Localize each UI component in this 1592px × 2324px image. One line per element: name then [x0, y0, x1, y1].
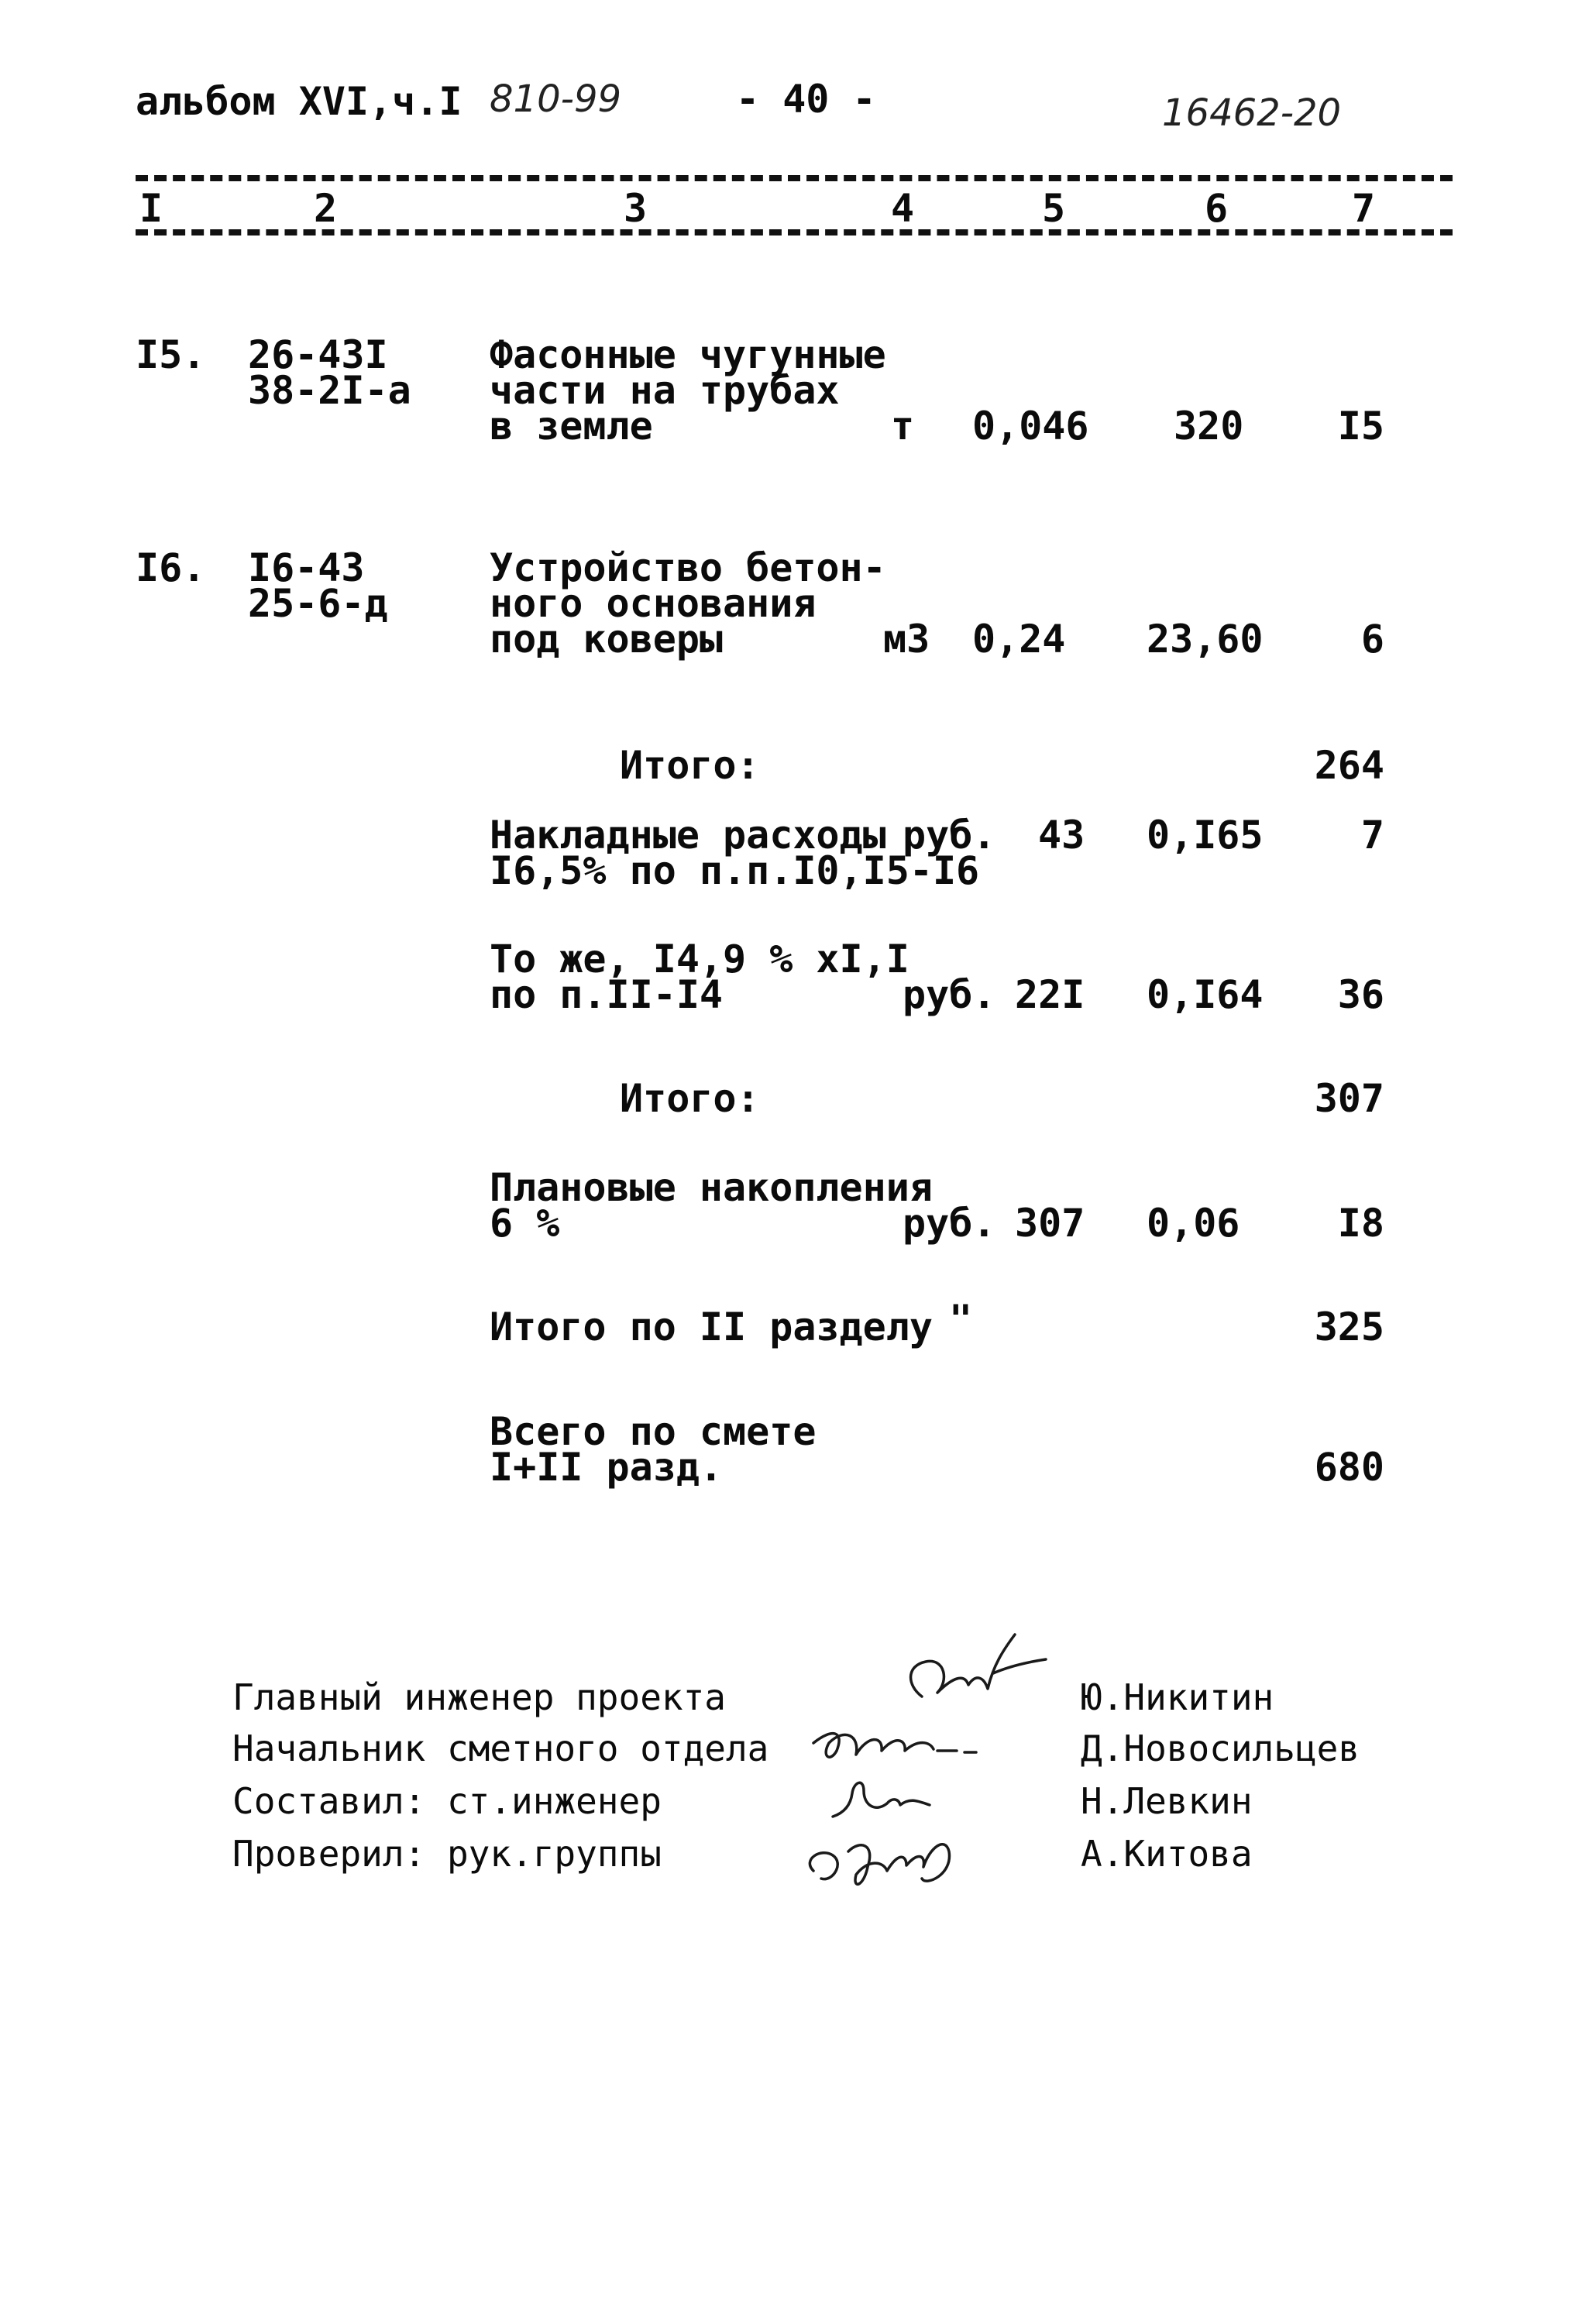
- planned-unit: руб.: [903, 1201, 996, 1246]
- row-total: 6: [1360, 617, 1384, 662]
- overhead-line: Накладные расходы: [490, 813, 886, 858]
- col-num-6: 6: [1205, 186, 1229, 231]
- planned-line: 6 %: [490, 1201, 560, 1246]
- row-code: I6-43: [248, 545, 365, 590]
- planned-line: Плановые накопления: [490, 1165, 933, 1210]
- row-code: 26-43I: [248, 332, 388, 377]
- row-name-line: Устройство бетон-: [490, 545, 886, 590]
- handwritten-code: 810-99: [490, 77, 622, 121]
- col-num-3: 3: [624, 186, 648, 231]
- row-unit: м3: [883, 617, 930, 662]
- row-name-line: Фасонные чугунные: [490, 332, 886, 377]
- handwritten-doc-number: 16462-20: [1162, 91, 1342, 135]
- row-unit: т: [891, 404, 915, 449]
- overhead-unit: руб.: [903, 813, 996, 858]
- row-price: 320: [1174, 404, 1244, 449]
- row-code: 38-2I-а: [248, 368, 411, 413]
- overhead2-qty: 22I: [1015, 972, 1085, 1017]
- signature-name: А.Китова: [1081, 1833, 1253, 1875]
- row-price: 23,60: [1147, 617, 1264, 662]
- row-name-line: ного основания: [490, 581, 817, 626]
- signature-role: Составил: ст.инженер: [232, 1780, 662, 1822]
- col-num-5: 5: [1042, 186, 1066, 231]
- overhead2-unit: руб.: [903, 972, 996, 1017]
- page-number: - 40 -: [736, 77, 876, 122]
- planned-qty: 307: [1015, 1201, 1085, 1246]
- section-total: 325: [1314, 1305, 1384, 1349]
- signature-name: Д.Новосильцев: [1081, 1728, 1360, 1769]
- header-rule-top: [136, 175, 1453, 181]
- signature-scribble-4: [810, 1844, 949, 1885]
- itogo-label: Итого:: [620, 1076, 760, 1121]
- row-total: I5: [1337, 404, 1384, 449]
- grand-total-line: Всего по смете: [490, 1409, 817, 1454]
- signature-role: Проверил: рук.группы: [232, 1833, 662, 1875]
- row-number: I6.: [136, 545, 206, 590]
- handwritten-signatures-graphic: [790, 1619, 1116, 1929]
- header-rule-bottom: [136, 229, 1453, 235]
- row-code: 25-6-д: [248, 581, 388, 626]
- itogo-total: 307: [1314, 1076, 1384, 1121]
- signature-scribble-1: [911, 1635, 1046, 1697]
- overhead2-line: по п.II-I4: [490, 972, 724, 1017]
- row-name-line: под коверы: [490, 617, 724, 662]
- col-num-1: I: [139, 186, 163, 231]
- overhead2-rate: 0,I64: [1147, 972, 1264, 1017]
- overhead-rate: 0,I65: [1147, 813, 1264, 858]
- section-total-label: Итого по II разделу: [490, 1305, 933, 1349]
- col-num-2: 2: [314, 186, 338, 231]
- col-num-4: 4: [891, 186, 915, 231]
- signature-scribble-3: [833, 1783, 930, 1817]
- grand-total-line: I+II разд.: [490, 1445, 724, 1490]
- overhead2-total: 36: [1337, 972, 1384, 1017]
- row-name-line: части на трубах: [490, 368, 840, 413]
- ditto-mark: ": [949, 1297, 973, 1342]
- row-qty: 0,24: [972, 617, 1066, 662]
- signature-role: Начальник сметного отдела: [232, 1728, 769, 1769]
- signature-role: Главный инженер проекта: [232, 1676, 726, 1718]
- overhead-total: 7: [1360, 813, 1384, 858]
- signature-scribble-2: [813, 1734, 976, 1758]
- itogo-total: 264: [1314, 743, 1384, 788]
- row-name-line: в земле: [490, 404, 653, 449]
- grand-total: 680: [1314, 1445, 1384, 1490]
- overhead2-line: То же, I4,9 % xI,I: [490, 937, 909, 982]
- album-label: альбом XVI,ч.I: [136, 79, 462, 124]
- overhead-qty: 43: [1038, 813, 1085, 858]
- overhead-line: I6,5% по п.п.I0,I5-I6: [490, 848, 980, 893]
- signature-name: Н.Левкин: [1081, 1780, 1253, 1822]
- planned-rate: 0,06: [1147, 1201, 1240, 1246]
- row-qty: 0,046: [972, 404, 1089, 449]
- planned-total: I8: [1337, 1201, 1384, 1246]
- col-num-7: 7: [1352, 186, 1376, 231]
- itogo-label: Итого:: [620, 743, 760, 788]
- signature-name: Ю.Никитин: [1081, 1676, 1274, 1718]
- row-number: I5.: [136, 332, 206, 377]
